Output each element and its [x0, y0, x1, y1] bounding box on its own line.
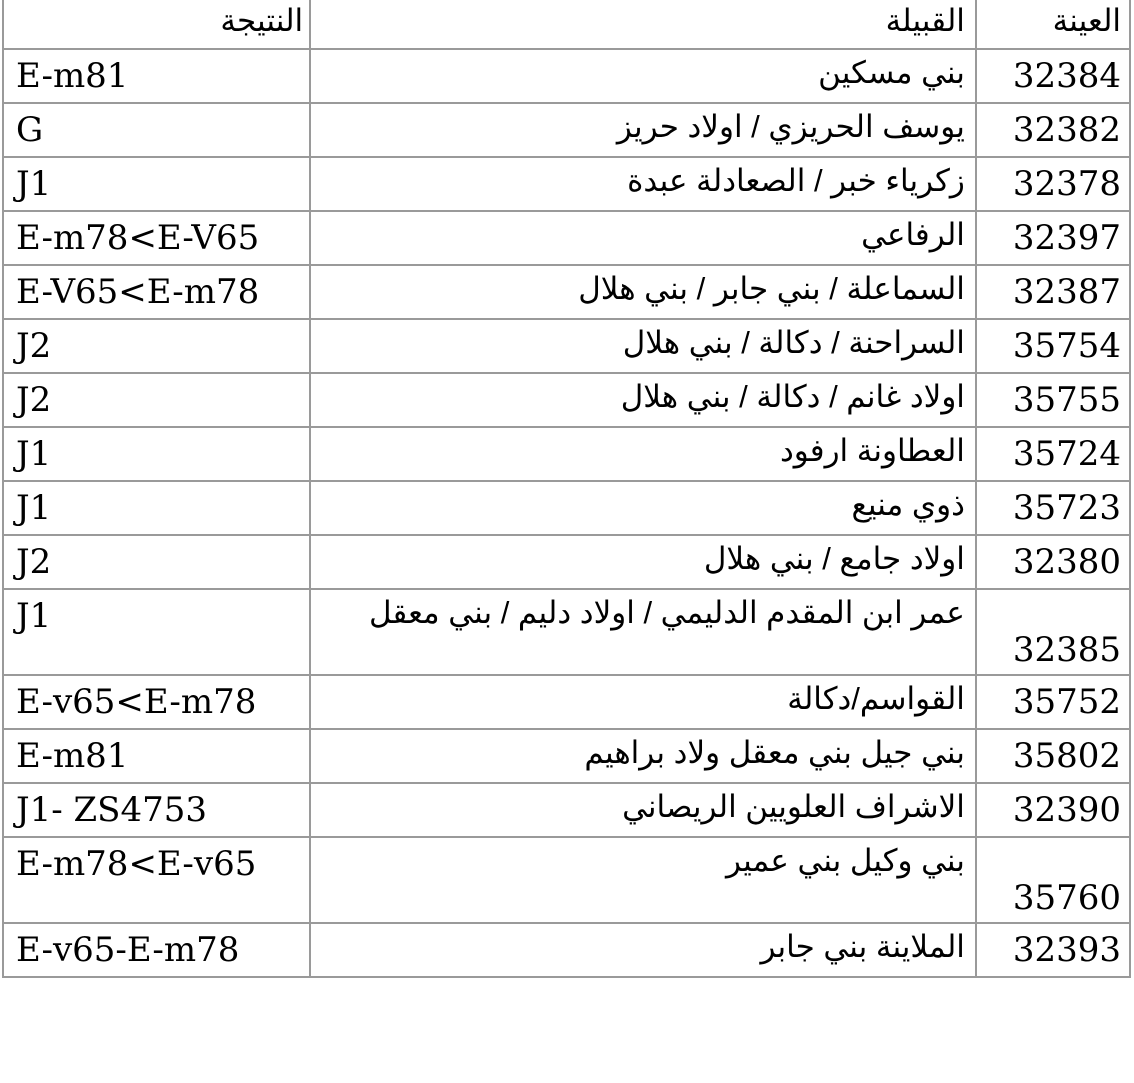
table-row — [3, 265, 1130, 319]
sample-cell: 35723 — [976, 481, 1130, 535]
sample-cell: 32382 — [976, 103, 1130, 157]
tribe-cell: اولاد غانم / دكالة / بني هلال — [310, 373, 976, 427]
table-row — [3, 589, 1130, 675]
result-cell: E-v65<E-m78 — [3, 675, 310, 729]
header-result: النتيجة — [3, 0, 310, 49]
tribe-cell: الملاينة بني جابر — [310, 923, 976, 977]
result-cell: J2 — [3, 373, 310, 427]
tribe-cell: العطاونة ارفود — [310, 427, 976, 481]
sample-cell: 35752 — [976, 675, 1130, 729]
result-cell: E-v65-E-m78 — [3, 923, 310, 977]
table-row — [3, 373, 1130, 427]
result-cell: J1 — [3, 481, 310, 535]
table-row — [3, 837, 1130, 923]
tribe-cell: يوسف الحريزي / اولاد حريز — [310, 103, 976, 157]
table-row — [3, 427, 1130, 481]
sample-cell: 32384 — [976, 49, 1130, 103]
sample-cell: 32380 — [976, 535, 1130, 589]
table-row — [3, 783, 1130, 837]
sample-cell: 32378 — [976, 157, 1130, 211]
result-cell: E-m78<E-V65 — [3, 211, 310, 265]
table-row — [3, 211, 1130, 265]
tribe-cell: القواسم/دكالة — [310, 675, 976, 729]
table-row — [3, 49, 1130, 103]
result-cell: J1 — [3, 157, 310, 211]
header-sample: العينة — [976, 0, 1130, 49]
table-row — [3, 481, 1130, 535]
table-row — [3, 319, 1130, 373]
result-cell: E-V65<E-m78 — [3, 265, 310, 319]
sample-cell: 35755 — [976, 373, 1130, 427]
table-row — [3, 103, 1130, 157]
sample-cell: 35802 — [976, 729, 1130, 783]
result-cell: J2 — [3, 319, 310, 373]
header-tribe: القبيلة — [310, 0, 976, 49]
tribe-cell: الاشراف العلويين الريصاني — [310, 783, 976, 837]
tribe-cell: ذوي منيع — [310, 481, 976, 535]
table-row — [3, 535, 1130, 589]
table-row — [3, 157, 1130, 211]
tribe-cell: بني جيل بني معقل ولاد براهيم — [310, 729, 976, 783]
sample-cell: 32397 — [976, 211, 1130, 265]
results-table — [2, 0, 1131, 978]
sample-cell: 32385 — [976, 589, 1130, 675]
sample-cell: 35754 — [976, 319, 1130, 373]
result-cell: E-m81 — [3, 49, 310, 103]
tribe-cell: اولاد جامع / بني هلال — [310, 535, 976, 589]
result-cell: G — [3, 103, 310, 157]
result-cell: J1 — [3, 427, 310, 481]
result-cell: E-m81 — [3, 729, 310, 783]
sample-cell: 35760 — [976, 837, 1130, 923]
tribe-cell: بني وكيل بني عمير — [310, 837, 976, 923]
table-row — [3, 729, 1130, 783]
table-header-row — [3, 0, 1130, 49]
sample-cell: 32387 — [976, 265, 1130, 319]
result-cell: E-m78<E-v65 — [3, 837, 310, 923]
tribe-cell: الرفاعي — [310, 211, 976, 265]
sample-cell: 32390 — [976, 783, 1130, 837]
result-cell: J2 — [3, 535, 310, 589]
tribe-cell: السراحنة / دكالة / بني هلال — [310, 319, 976, 373]
sample-cell: 35724 — [976, 427, 1130, 481]
tribe-cell: السماعلة / بني جابر / بني هلال — [310, 265, 976, 319]
table-row — [3, 923, 1130, 977]
table-row — [3, 675, 1130, 729]
tribe-cell: بني مسكين — [310, 49, 976, 103]
result-cell: J1 — [3, 589, 310, 675]
tribe-cell: عمر ابن المقدم الدليمي / اولاد دليم / بني معقل — [310, 589, 976, 675]
tribe-cell: زكرياء خبر / الصعادلة عبدة — [310, 157, 976, 211]
sample-cell: 32393 — [976, 923, 1130, 977]
result-cell: J1- ZS4753 — [3, 783, 310, 837]
